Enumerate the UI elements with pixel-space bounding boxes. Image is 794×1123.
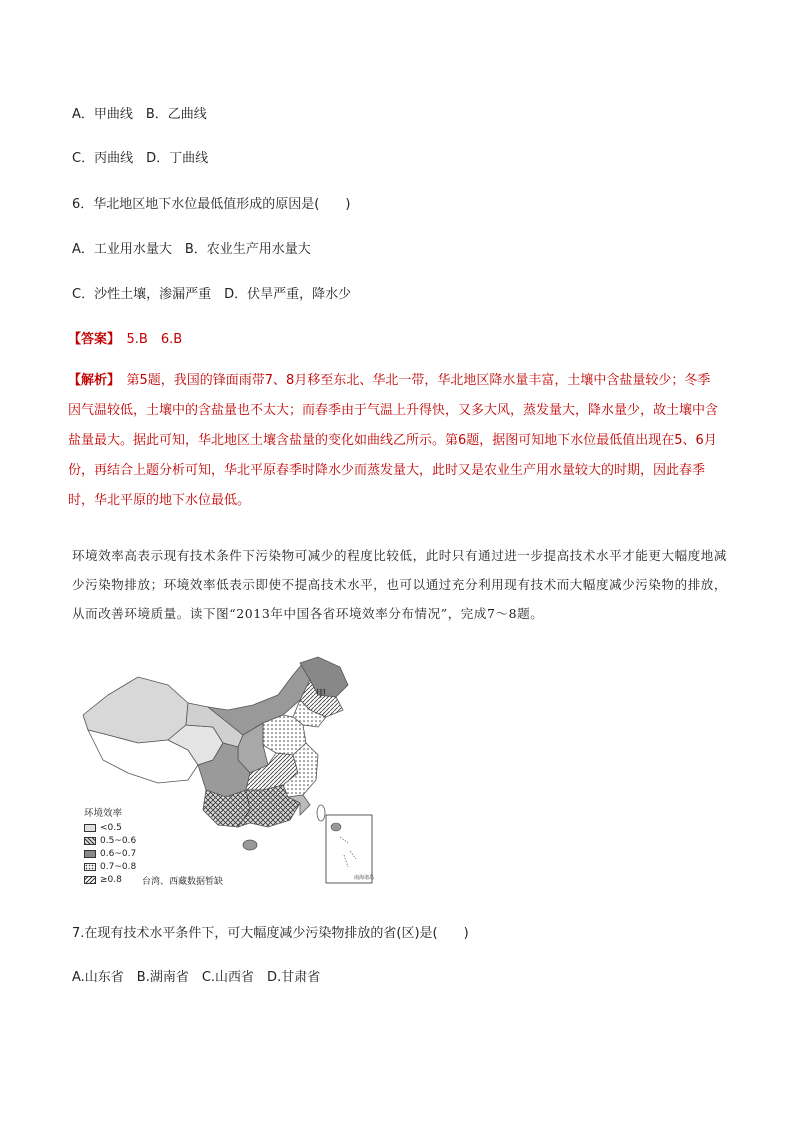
q6-options-line1: A．工业用水量大 B．农业生产用水量大 xyxy=(72,242,311,257)
q7-options: A.山东省 B.湖南省 C.山西省 D.甘肃省 xyxy=(72,970,321,985)
legend-title: 环境效率 xyxy=(84,808,123,819)
analysis-text: 第5题，我国的锋面雨带7、8月移至东北、华北一带，华北地区降水量丰富，土壤中含盐量较少；冬季因气温较低，土壤中的含盐量也不太大；而春季由于气温上升得快，又多大风，蒸发量大，降水量少，故土壤中含盐量最大。据此可知，华北地区土壤含盐量的变化如曲线乙所示。第6题，据图可知地下水位最低值出现在5、6月份，再结合上题分析可知，华北平原春季时降水少而蒸发量大，此时又是农业生产用水量较大的时期，因此春季时，华北平原的地下水位最低。 xyxy=(68,373,719,508)
analysis-tag: 【解析】 xyxy=(68,373,114,388)
q5-options-line2: C．丙曲线 D．丁曲线 xyxy=(72,151,209,166)
q7-stem: 7.在现有技术水平条件下，可大幅度减少污染物排放的省(区)是( ) xyxy=(72,926,469,941)
intro-paragraph: 环境效率高表示现有技术条件下污染物可减少的程度比较低，此时只有通过进一步提高技术水平才能更大幅度地减少污染物排放；环境效率低表示即使不提高技术水平，也可以通过充分利用现有技术而大幅度减少污染物的排放，从而改善环境质量。读下图“2013年中国各省环境效率分布情况”，完成7～8题。 xyxy=(72,548,728,621)
inset-label: 南海诸岛 xyxy=(354,875,375,881)
answer-tag: 【答案】 xyxy=(68,332,114,347)
region-taiwan xyxy=(317,805,325,821)
q6-stem: 6．华北地区地下水位最低值形成的原因是( ) xyxy=(72,197,351,212)
answer-value: 5.B 6.B xyxy=(113,332,183,347)
region-hainan xyxy=(243,840,257,850)
legend-item: 0.7~0.8 xyxy=(84,860,136,873)
q6-options-line2: C．沙性土壤，渗漏严重 D．伏旱严重，降水少 xyxy=(72,287,352,302)
china-environmental-efficiency-map xyxy=(78,655,378,895)
answer-line xyxy=(68,328,182,347)
marker-jia: 甲 xyxy=(316,689,326,700)
legend-item: 0.5~0.6 xyxy=(84,834,136,847)
map-note: 台湾、西藏数据暂缺 xyxy=(142,877,224,887)
map-legend xyxy=(84,805,136,886)
legend-item: 0.6~0.7 xyxy=(84,847,136,860)
legend-item: ≥0.8 xyxy=(84,873,136,886)
analysis-paragraph xyxy=(68,366,723,516)
q5-options-line1: A．甲曲线 B．乙曲线 xyxy=(72,107,207,122)
legend-item: <0.5 xyxy=(84,821,136,834)
